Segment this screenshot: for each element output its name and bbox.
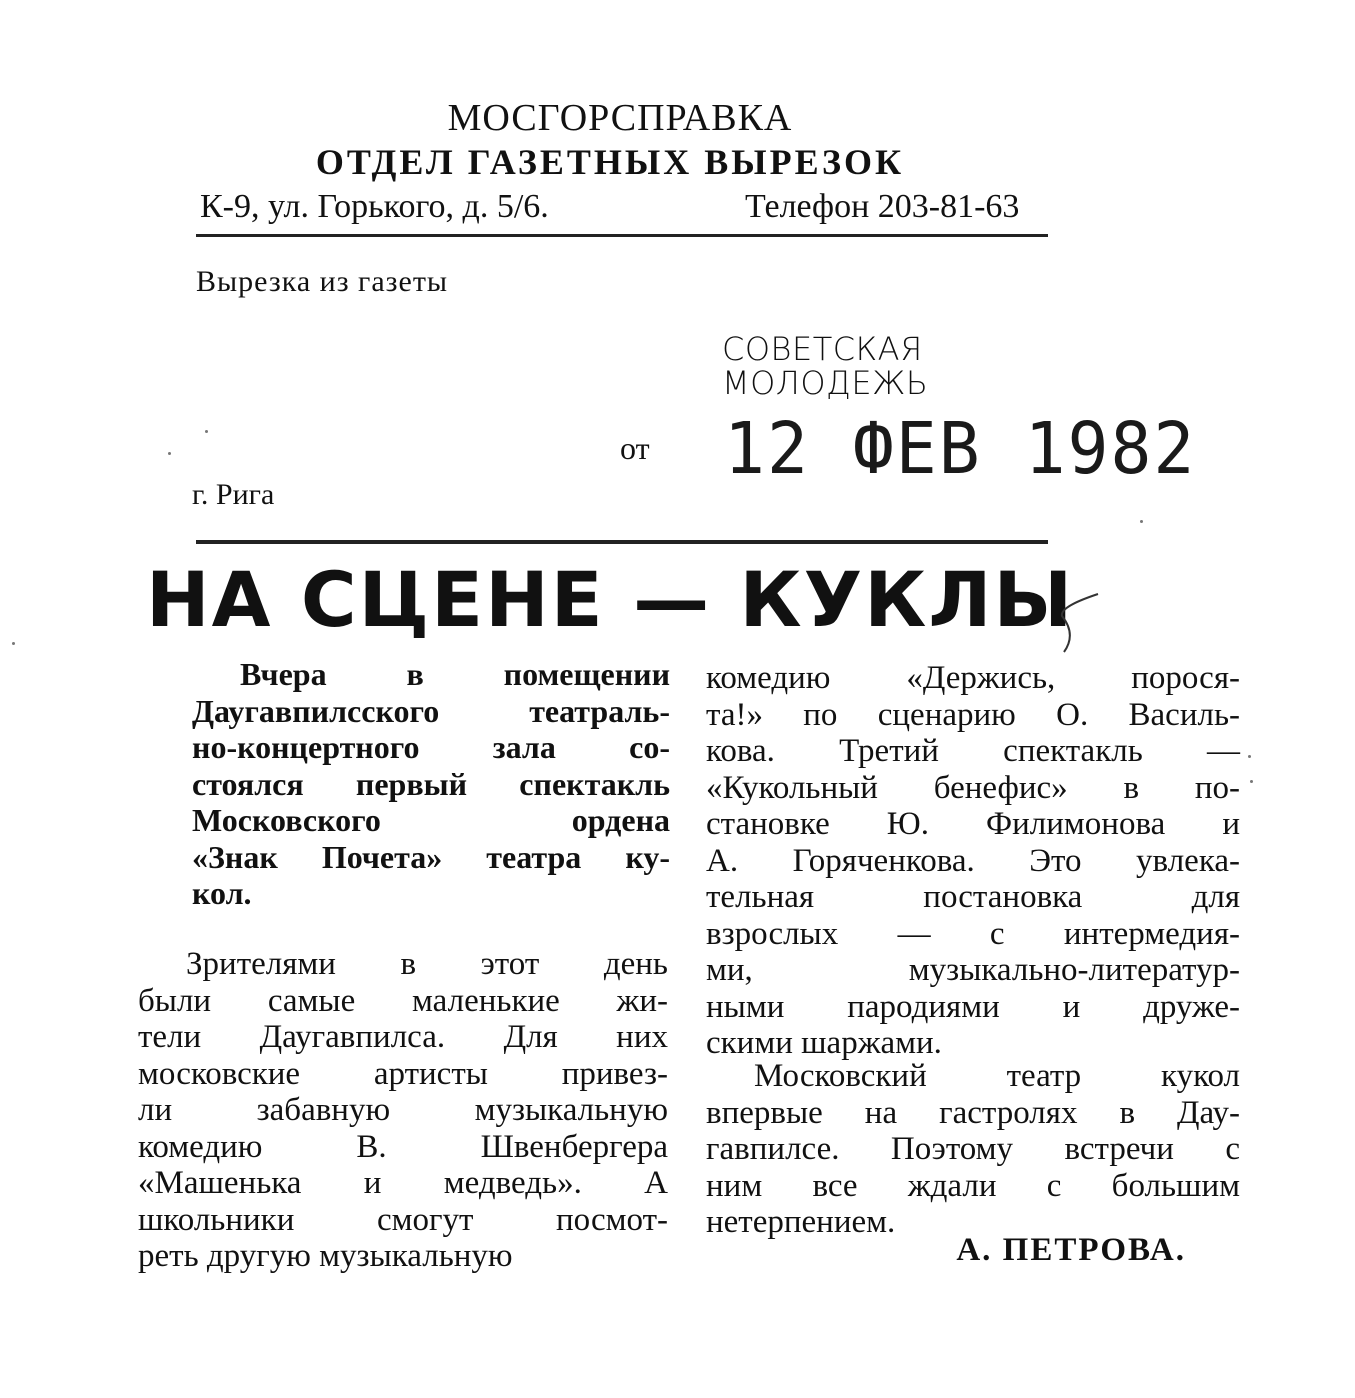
text-line: кова. Третий спектакль — [706, 733, 1240, 769]
text-line: ли забавную музыкальную [138, 1092, 668, 1128]
organization-title: МОСГОРСПРАВКА [447, 97, 793, 139]
scan-speck [1250, 780, 1253, 783]
scan-speck [205, 430, 208, 433]
article-body-left [138, 946, 668, 1275]
text-line: «Машенька и медведь». А [138, 1165, 668, 1201]
pencil-mark-icon [1040, 590, 1110, 660]
text-line: становке Ю. Филимонова и [706, 806, 1240, 842]
text-line: комедию «Держись, порося- [706, 660, 1240, 696]
scan-speck [12, 642, 15, 645]
text-line: школьники смогут посмот- [138, 1201, 668, 1238]
text-line: гавпилсе. Поэтому встречи с [706, 1131, 1240, 1167]
text-line: скими шаржами. [706, 1025, 942, 1061]
clipping-source-label: Вырезка из газеты [196, 265, 449, 298]
text-line: Даугавпилсского театраль- [192, 692, 670, 729]
department-title: ОТДЕЛ ГАЗЕТНЫХ ВЫРЕЗОК [315, 142, 905, 182]
scan-speck [1140, 520, 1143, 523]
text-line: ми, музыкально-литератур- [706, 952, 1240, 988]
date-prefix: от [620, 430, 650, 466]
text-line: ными пародиями и друже- [706, 988, 1240, 1025]
text-line: московские артисты привез- [138, 1055, 668, 1092]
date-stamp: 12 ФЕВ 1982 [724, 408, 1197, 491]
text-line: стоялся первый спектакль [192, 765, 670, 802]
article-lead [192, 656, 670, 912]
city-label: г. Рига [192, 478, 275, 511]
text-line: но-концертного зала со- [192, 729, 670, 765]
text-line: были самые маленькие жи- [138, 982, 668, 1019]
header-divider [196, 234, 1048, 237]
text-line: Московский театр кукол [754, 1058, 1240, 1094]
newspaper-name [722, 332, 928, 400]
text-line: та!» по сценарию О. Василь- [706, 696, 1240, 733]
newspaper-name-line2: МОЛОДЕЖЬ [722, 364, 929, 402]
text-line: тели Даугавпилса. Для них [138, 1019, 668, 1055]
article-signature: А. ПЕТРОВА. [956, 1232, 1186, 1268]
text-line: кол. [192, 875, 252, 911]
text-line: Вчера в помещении [240, 656, 670, 692]
text-line: впервые на гастролях в Дау- [706, 1094, 1240, 1131]
text-line: Зрителями в этот день [186, 946, 668, 982]
scan-speck [1248, 755, 1251, 758]
article-headline: НА СЦЕНЕ — КУКЛЫ [146, 555, 1075, 644]
text-line: ним все ждали с большим [706, 1167, 1240, 1204]
text-line: тельная постановка для [706, 879, 1240, 915]
text-line: «Знак Почета» театра ку- [192, 838, 670, 875]
address-text: К-9, ул. Горького, д. 5/6. [200, 188, 549, 225]
scan-speck [168, 452, 171, 455]
phone-text: Телефон 203-81-63 [745, 188, 1020, 225]
text-line: реть другую музыкальную [138, 1238, 513, 1274]
text-line: «Кукольный бенефис» в по- [706, 769, 1240, 806]
text-line: нетерпением. [706, 1204, 896, 1240]
text-line: взрослых — с интермедия- [706, 915, 1240, 952]
article-body-right [706, 660, 1240, 1062]
text-line: Московского ордена [192, 802, 670, 838]
stamp-divider [196, 540, 1048, 544]
text-line: А. Горяченкова. Это увлека- [706, 842, 1240, 879]
article-body-right-2 [706, 1058, 1240, 1241]
text-line: комедию В. Швенбергера [138, 1128, 668, 1165]
newspaper-name-line1: СОВЕТСКАЯ [722, 330, 923, 368]
